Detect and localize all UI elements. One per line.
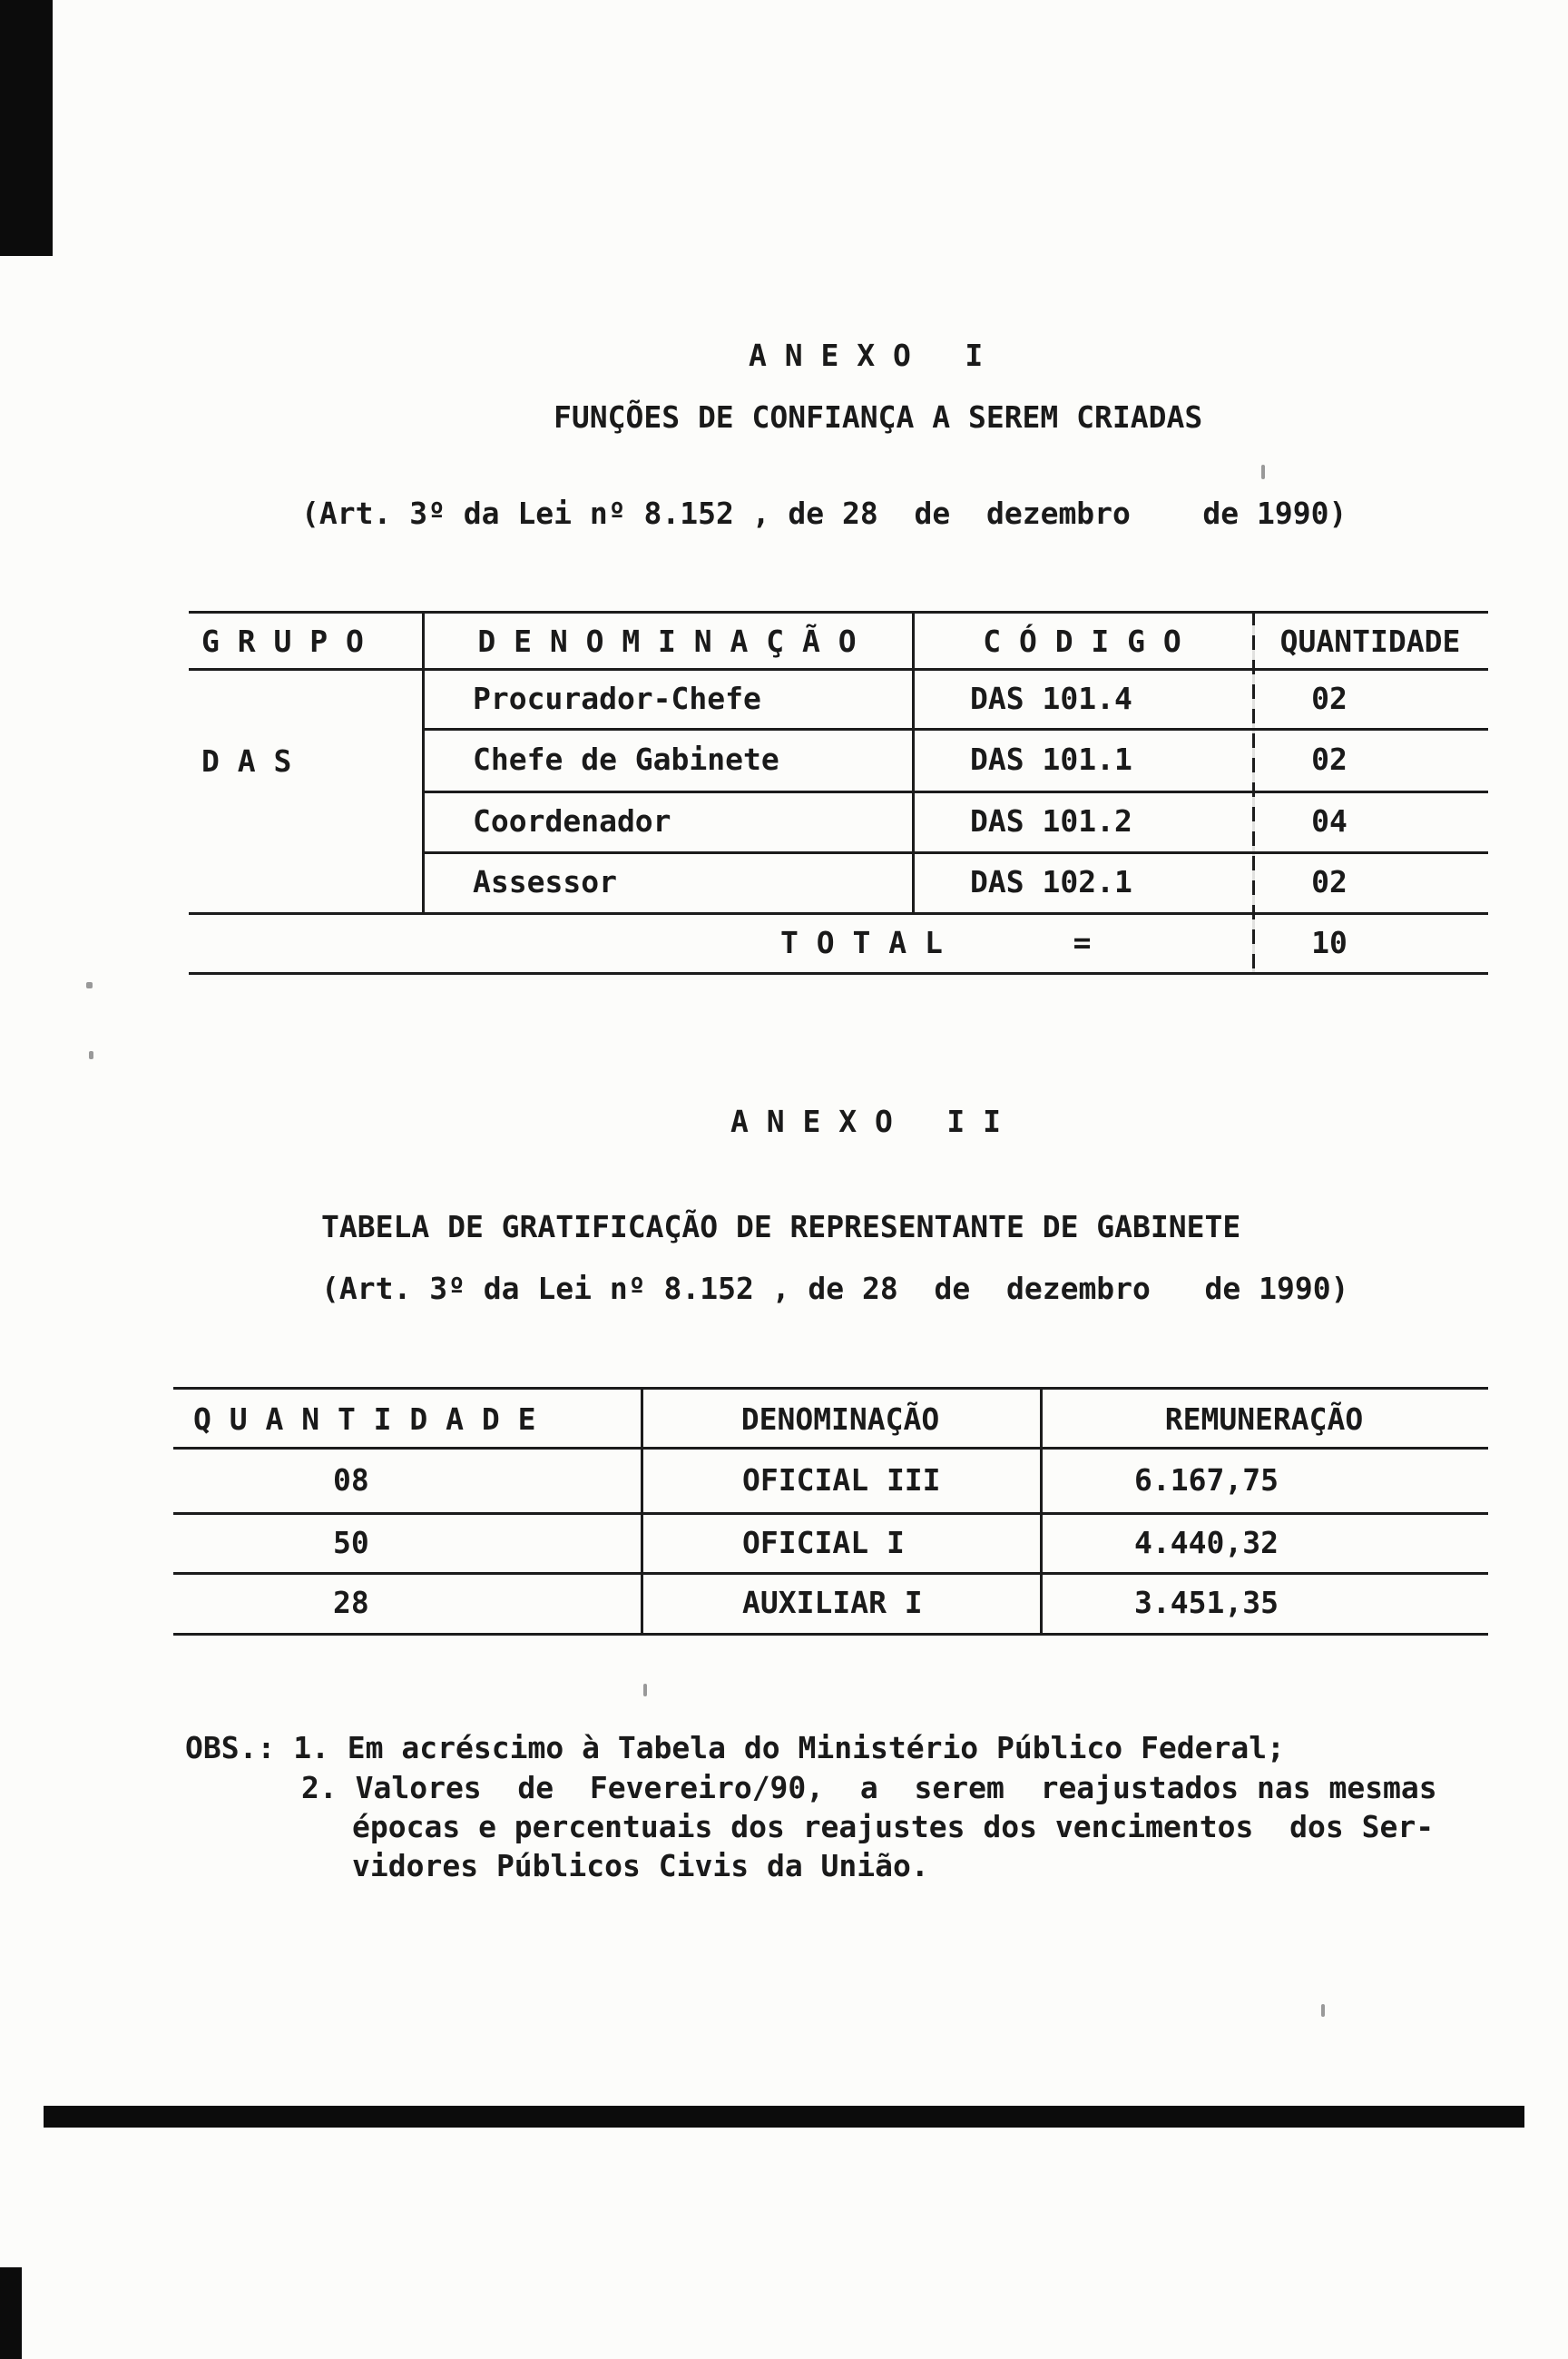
scan-artifact-bottom-rule: [44, 2106, 1524, 2128]
table1-total-equals: =: [1073, 924, 1092, 960]
table2-header-remuneracao: REMUNERAÇÃO: [1164, 1401, 1364, 1437]
obs-line-2: 2. Valores de Fevereiro/90, a serem reajustados nas mesmas: [301, 1770, 1437, 1805]
scan-speck: [1261, 465, 1265, 479]
anexo2-law-line: (Art. 3º da Lei nº 8.152 , de 28 de dezembro de 1990): [321, 1271, 1349, 1306]
obs-line-1: OBS.: 1. Em acréscimo à Tabela do Ministério Público Federal;: [185, 1730, 1285, 1765]
table-row-denominacao: OFICIAL I: [742, 1524, 905, 1560]
anexo2-table: [173, 1387, 1488, 1637]
table-row-quantidade: 02: [1311, 864, 1348, 899]
table-row-denominacao: Procurador-Chefe: [473, 680, 761, 716]
table-row-codigo: DAS 101.2: [970, 803, 1132, 839]
table1-header-denominacao: D E N O M I N A Ç Ã O: [477, 623, 857, 659]
table-rule: [189, 611, 1488, 614]
table1-header-grupo: G R U P O: [201, 623, 364, 659]
table1-header-codigo: C Ó D I G O: [983, 623, 1181, 659]
table-row-quantidade: 08: [333, 1461, 369, 1498]
table-row-remuneracao: 3.451,35: [1134, 1585, 1279, 1620]
table1-total-label: T O T A L: [780, 924, 943, 960]
anexo1-title: A N E X O I: [749, 338, 984, 373]
table-rule: [173, 1387, 1488, 1390]
table-row-denominacao: Coordenador: [473, 803, 671, 839]
table1-total-value: 10: [1311, 924, 1348, 960]
table-row-denominacao: Chefe de Gabinete: [473, 742, 779, 777]
table-row-quantidade: 28: [333, 1585, 369, 1620]
anexo2-title: A N E X O I I: [730, 1104, 1002, 1139]
table2-header-denominacao: DENOMINAÇÃO: [740, 1401, 940, 1437]
scan-speck: [643, 1684, 647, 1696]
table-row-denominacao: Assessor: [473, 864, 617, 899]
table-row-codigo: DAS 101.1: [970, 742, 1132, 777]
table-row-codigo: DAS 101.4: [970, 680, 1132, 716]
table-row-quantidade: 02: [1311, 680, 1348, 716]
anexo2-subtitle: TABELA DE GRATIFICAÇÃO DE REPRESENTANTE DE GABINETE: [321, 1209, 1241, 1244]
anexo1-law-line: (Art. 3º da Lei nº 8.152 , de 28 de dezembro de 1990): [301, 496, 1348, 531]
scan-artifact-left-top-bar: [0, 0, 53, 256]
table-row-denominacao: AUXILIAR I: [742, 1585, 923, 1620]
anexo1-subtitle: FUNÇÕES DE CONFIANÇA A SEREM CRIADAS: [554, 399, 1203, 435]
table-row-remuneracao: 4.440,32: [1134, 1524, 1279, 1560]
scan-speck: [86, 982, 93, 988]
table-row-quantidade: 50: [333, 1524, 369, 1560]
table-row-quantidade: 02: [1311, 742, 1348, 777]
table-row-remuneracao: 6.167,75: [1134, 1461, 1279, 1498]
anexo1-table: [189, 611, 1488, 975]
table-rule: [189, 972, 1488, 975]
obs-line-4: vidores Públicos Civis da União.: [352, 1848, 929, 1883]
scan-speck: [89, 1051, 93, 1059]
obs-line-3: épocas e percentuais dos reajustes dos vencimentos dos Ser-: [352, 1809, 1435, 1844]
table-rule: [173, 1633, 1488, 1636]
table-row-codigo: DAS 102.1: [970, 864, 1132, 899]
table2-header-quantidade: Q U A N T I D A D E: [193, 1401, 536, 1437]
scan-speck: [1321, 2004, 1325, 2017]
table-row-denominacao: OFICIAL III: [742, 1461, 941, 1498]
table-row-quantidade: 04: [1311, 803, 1348, 839]
table1-header-quantidade: QUANTIDADE: [1279, 623, 1461, 659]
scan-artifact-left-bottom-bar: [0, 2267, 22, 2359]
table1-group-label: D A S: [201, 742, 292, 779]
